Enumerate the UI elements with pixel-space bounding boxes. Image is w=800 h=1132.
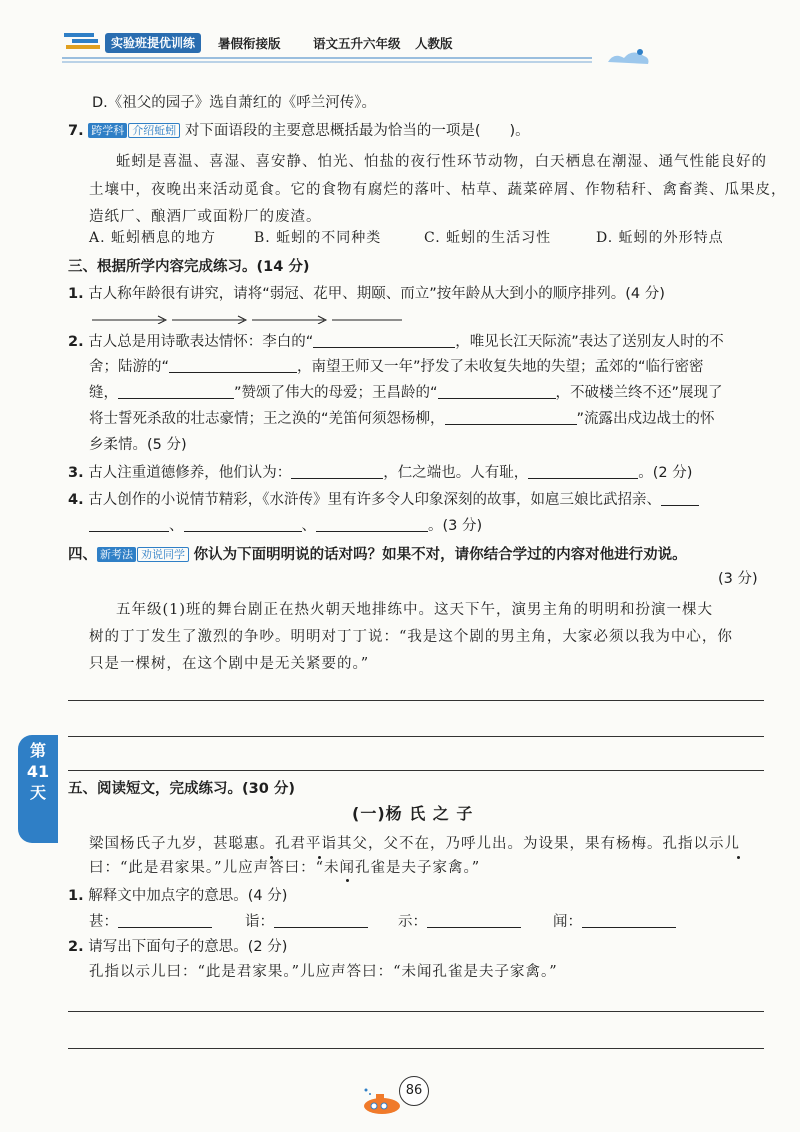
q7-passage-line: 造纸厂、酿酒厂或面粉厂的废渣。 bbox=[89, 209, 322, 225]
header-edition: 人教版 bbox=[415, 36, 453, 51]
s3-q2-text: ，南望王师又一年”抒发了未收复失地的失望；孟郊的“临行密密 bbox=[297, 359, 704, 375]
s3-q2-text: 将士誓死杀敌的壮志豪情；王之涣的“羌笛何须怨杨柳， bbox=[89, 411, 445, 427]
q7-passage-line: 蚯蚓是喜温、喜湿、喜安静、怕光、怕盐的夜行性环节动物，白天栖息在潮湿、通气性能良好的 bbox=[116, 154, 767, 170]
section4-prefix: 四、 bbox=[68, 547, 97, 563]
s4-passage-line: 五年级(1)班的舞台剧正在热火朝天地排练中。这天下午，演男主角的明明和扮演一棵大 bbox=[116, 602, 714, 618]
s3-q2-blank-2[interactable] bbox=[169, 358, 297, 373]
s3-q2-blank-4[interactable] bbox=[438, 384, 556, 399]
s3-q2-line3 bbox=[89, 383, 723, 403]
s3-q4-text: 。(3 分) bbox=[428, 518, 483, 534]
s5-answer-line[interactable] bbox=[68, 1048, 764, 1049]
s5-q2-text: 请写出下面句子的意思。(2 分) bbox=[88, 939, 288, 955]
s3-q4-text: 古人创作的小说情节精彩，《水浒传》里有许多令人印象深刻的故事，如扈三娘比武招亲、 bbox=[88, 492, 661, 508]
section4-title bbox=[68, 545, 687, 565]
s3-q2-text: ，不破楼兰终不还”展现了 bbox=[555, 385, 723, 401]
term-blank[interactable] bbox=[582, 913, 676, 928]
section5-title: 五、阅读短文，完成练习。(30 分) bbox=[68, 781, 295, 797]
s5-passage-line: 梁国杨氏子九岁，甚聪惠。孔君平诣其父，父不在，乃呼儿出。为设果，果有杨梅。孔指以示儿 bbox=[89, 836, 740, 852]
s4-tag-topic: 劝说同学 bbox=[137, 547, 189, 562]
s5-q1-term-3 bbox=[398, 912, 521, 932]
q7-tag-cross-subject: 跨学科 bbox=[88, 123, 127, 138]
s3-q4-line1 bbox=[68, 490, 699, 510]
s5-q2-sentence: 孔指以示儿曰：“此是君家果。”儿应声答曰：“未闻孔雀是夫子家禽。” bbox=[89, 964, 558, 980]
s3-q3-text: 古人注重道德修养，他们认为： bbox=[88, 465, 292, 481]
s3-q4-line2 bbox=[89, 516, 482, 536]
s4-answer-line[interactable] bbox=[68, 700, 764, 701]
s3-q2-text: ，唯见长江天际流”表达了送别友人时的不 bbox=[455, 334, 724, 350]
q7-stem: 对下面语段的主要意思概括最为恰当的一项是( )。 bbox=[184, 123, 530, 139]
s3-q2-line2 bbox=[89, 357, 704, 377]
q7-option-c[interactable]: C. 蚯蚓的生活习性 bbox=[424, 230, 552, 246]
s3-q4-blank-4[interactable] bbox=[316, 517, 428, 532]
series-logo-icon bbox=[62, 30, 110, 56]
s5-passage-line: 曰：“此是君家果。”儿应声答曰：“未闻孔雀是夫子家禽。” bbox=[89, 860, 481, 876]
s4-tag-new: 新考法 bbox=[97, 547, 136, 562]
cloud-icon bbox=[604, 44, 652, 70]
s3-q4-blank-1[interactable] bbox=[661, 491, 699, 506]
term-blank[interactable] bbox=[118, 913, 212, 928]
q7-number: 7. bbox=[68, 123, 84, 139]
series-title: 实验班提优训练 bbox=[105, 33, 201, 53]
s3-q3-text: 。(2 分) bbox=[638, 465, 693, 481]
q7-option-a[interactable]: A. 蚯蚓栖息的地方 bbox=[89, 230, 217, 246]
s4-passage-line: 树的丁丁发生了激烈的争吵。明明对丁丁说：“我是这个剧的男主角，大家必须以我为中心，你 bbox=[89, 629, 733, 645]
day-tab-label: 第41天 bbox=[26, 741, 50, 802]
emphasis-dot bbox=[737, 856, 740, 859]
s4-answer-line[interactable] bbox=[68, 770, 764, 771]
term-label: 闻： bbox=[553, 914, 582, 930]
s3-q1-answer-arrows[interactable] bbox=[92, 310, 404, 324]
s3-q2-line4 bbox=[89, 409, 715, 429]
s5-q1-term-4 bbox=[553, 912, 676, 932]
header-subtitle: 暑假衔接版 bbox=[218, 36, 281, 51]
s5-q1-term-2 bbox=[245, 912, 368, 932]
q7-passage-line: 土壤中，夜晚出来活动觅食。它的食物有腐烂的落叶、枯草、蔬菜碎屑、作物秸秆、禽畜粪、瓜果皮， bbox=[89, 182, 787, 198]
s3-q2-line1 bbox=[68, 332, 724, 352]
s5-q2-number: 2. bbox=[68, 939, 84, 955]
emphasis-dot bbox=[270, 856, 273, 859]
section3-title: 三、根据所学内容完成练习。(14 分) bbox=[68, 259, 310, 275]
q7-question bbox=[68, 121, 530, 141]
q7-option-b[interactable]: B. 蚯蚓的不同种类 bbox=[254, 230, 382, 246]
s3-q2-blank-1[interactable] bbox=[313, 333, 455, 348]
term-blank[interactable] bbox=[274, 913, 368, 928]
s3-q1-text: 古人称年龄很有讲究，请将“弱冠、花甲、期颐、而立”按年龄从大到小的顺序排列。(4 分) bbox=[88, 286, 665, 302]
q7-option-d[interactable]: D. 蚯蚓的外形特点 bbox=[596, 230, 724, 246]
term-label: 示： bbox=[398, 914, 427, 930]
s3-q1 bbox=[68, 284, 665, 304]
s3-q2-text: 古人总是用诗歌表达情怀：李白的“ bbox=[88, 334, 314, 350]
s3-q2-line5: 乡柔情。(5 分) bbox=[89, 437, 187, 453]
emphasis-dot bbox=[318, 856, 321, 859]
s3-q2-blank-3[interactable] bbox=[118, 384, 234, 399]
s3-q3-blank-1[interactable] bbox=[291, 464, 383, 479]
s5-q1-term-1 bbox=[89, 912, 212, 932]
s3-q3-number: 3. bbox=[68, 465, 84, 481]
passage-title: (一)杨 氏 之 子 bbox=[352, 804, 474, 823]
s3-q3 bbox=[68, 463, 692, 483]
q6-option-d: D.《祖父的园子》选自萧红的《呼兰河传》。 bbox=[92, 95, 377, 111]
section4-question: 你认为下面明明说的话对吗？如果不对，请你结合学过的内容对他进行劝说。 bbox=[193, 547, 687, 563]
term-label: 甚： bbox=[89, 914, 118, 930]
s3-q4-blank-2[interactable] bbox=[89, 517, 169, 532]
s3-q2-text: 缝， bbox=[89, 385, 118, 401]
header-grade: 语文五升六年级 bbox=[313, 36, 401, 51]
s3-q2-text: ”赞颂了伟大的母爱；王昌龄的“ bbox=[234, 385, 438, 401]
s5-q1 bbox=[68, 886, 287, 906]
s3-q1-number: 1. bbox=[68, 286, 84, 302]
s3-q4-text: 、 bbox=[169, 518, 184, 534]
s3-q2-number: 2. bbox=[68, 334, 84, 350]
page-number: 86 bbox=[399, 1076, 429, 1106]
q7-tag-topic: 介绍蚯蚓 bbox=[128, 123, 180, 138]
section4-score: (3 分) bbox=[718, 571, 758, 587]
s3-q2-text: 舍；陆游的“ bbox=[89, 359, 170, 375]
s5-answer-line[interactable] bbox=[68, 1011, 764, 1012]
s5-q1-number: 1. bbox=[68, 888, 84, 904]
emphasis-dot bbox=[346, 879, 349, 882]
term-label: 诣： bbox=[245, 914, 274, 930]
s3-q2-text: ”流露出戍边战士的怀 bbox=[576, 411, 715, 427]
s3-q2-blank-5[interactable] bbox=[445, 410, 577, 425]
s3-q4-blank-3[interactable] bbox=[184, 517, 302, 532]
header-rule-lines bbox=[62, 56, 592, 64]
s3-q3-blank-2[interactable] bbox=[528, 464, 638, 479]
s5-q2 bbox=[68, 937, 287, 957]
s5-q1-text: 解释文中加点字的意思。(4 分) bbox=[88, 888, 288, 904]
s4-answer-line[interactable] bbox=[68, 736, 764, 737]
s4-passage-line: 只是一棵树，在这个剧中是无关紧要的。” bbox=[89, 656, 370, 672]
s3-q4-number: 4. bbox=[68, 492, 84, 508]
term-blank[interactable] bbox=[427, 913, 521, 928]
s3-q4-text: 、 bbox=[301, 518, 316, 534]
s3-q3-text: ，仁之端也。人有耻， bbox=[383, 465, 529, 481]
